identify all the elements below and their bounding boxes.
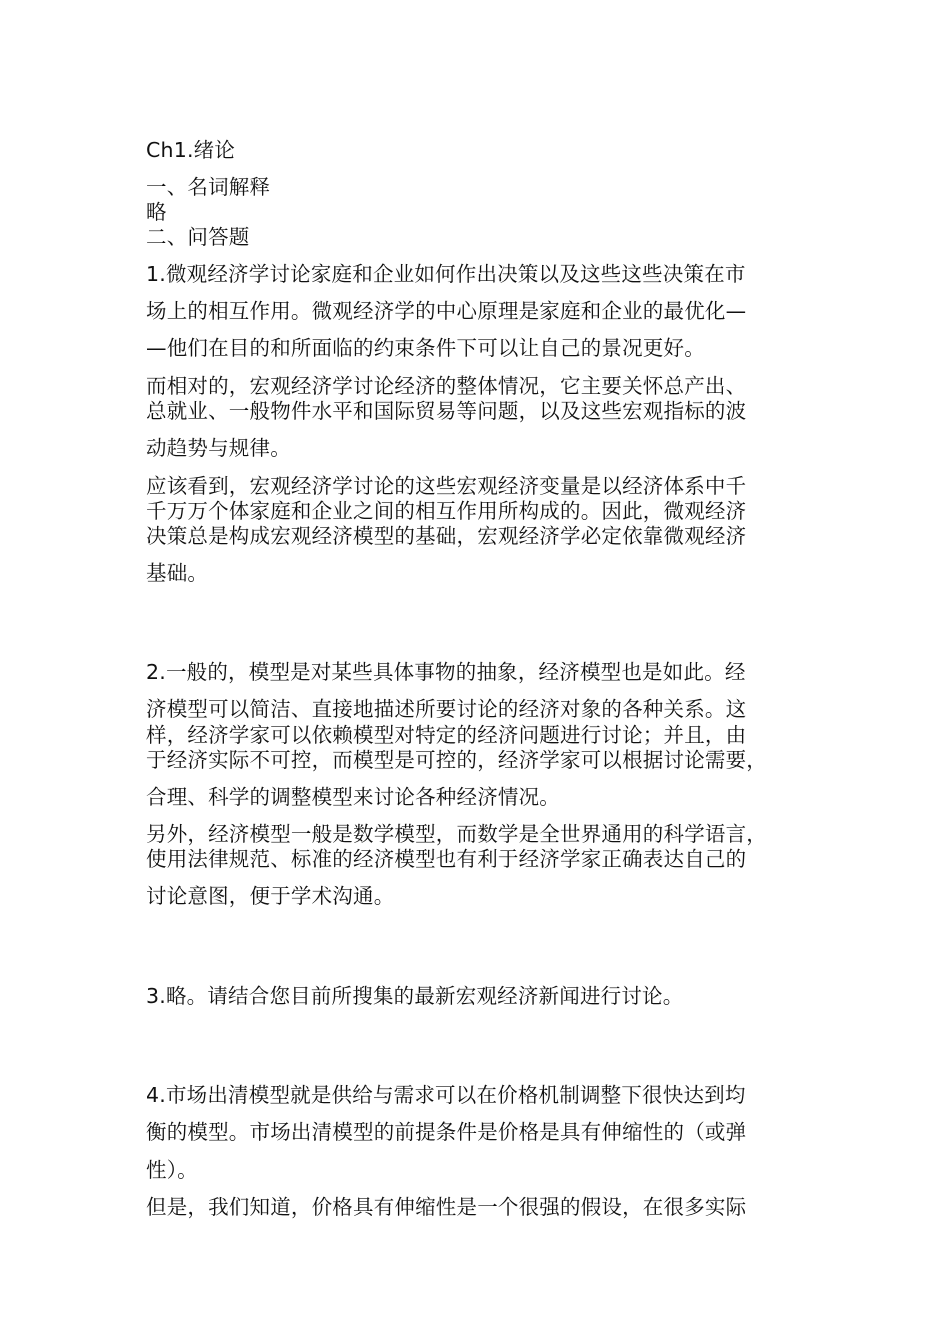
section-heading-terms: 一、名词解释 <box>146 175 271 199</box>
paragraph-line: 千万万个体家庭和企业之间的相互作用所构成的。因此，微观经济 <box>146 499 747 523</box>
section-heading-questions: 二、问答题 <box>146 225 250 249</box>
paragraph-line: 决策总是构成宏观经济模型的基础，宏观经济学必定依靠微观经济 <box>146 524 747 548</box>
paragraph-line: —他们在目的和所面临的约束条件下可以让自己的景况更好。 <box>146 336 705 360</box>
paragraph-line: 而相对的，宏观经济学讨论经济的整体情况，它主要关怀总产出、 <box>146 374 747 398</box>
section-body-terms: 略 <box>146 200 167 224</box>
paragraph-line: 济模型可以简洁、直接地描述所要讨论的经济对象的各种关系。这 <box>146 697 747 721</box>
paragraph-line: 使用法律规范、标准的经济模型也有利于经济学家正确表达自己的 <box>146 847 747 871</box>
paragraph-line: 但是，我们知道，价格具有伸缩性是一个很强的假设，在很多实际 <box>146 1195 747 1219</box>
paragraph-line: 3.略。请结合您目前所搜集的最新宏观经济新闻进行讨论。 <box>146 984 684 1008</box>
paragraph-line: 2.一般的，模型是对某些具体事物的抽象，经济模型也是如此。经 <box>146 660 746 684</box>
paragraph-line: 4.市场出清模型就是供给与需求可以在价格机制调整下很快达到均 <box>146 1083 746 1107</box>
paragraph-line: 总就业、一般物件水平和国际贸易等问题，以及这些宏观指标的波 <box>146 399 747 423</box>
chapter-title: Ch1.绪论 <box>146 138 236 162</box>
paragraph-line: 性）。 <box>146 1158 198 1182</box>
paragraph-line: 样，经济学家可以依赖模型对特定的经济问题进行讨论；并且，由 <box>146 723 747 747</box>
paragraph-line: 场上的相互作用。微观经济学的中心原理是家庭和企业的最优化— <box>146 299 747 323</box>
paragraph-line: 1.微观经济学讨论家庭和企业如何作出决策以及这些这些决策在市 <box>146 262 746 286</box>
paragraph-line: 动趋势与规律。 <box>146 436 291 460</box>
paragraph-line: 应该看到，宏观经济学讨论的这些宏观经济变量是以经济体系中千 <box>146 474 747 498</box>
paragraph-line: 另外，经济模型一般是数学模型，而数学是全世界通用的科学语言， <box>146 822 767 846</box>
paragraph-line: 基础。 <box>146 561 209 585</box>
paragraph-line: 于经济实际不可控，而模型是可控的，经济学家可以根据讨论需要， <box>146 748 767 772</box>
paragraph-line: 合理、科学的调整模型来讨论各种经济情况。 <box>146 785 560 809</box>
paragraph-line: 衡的模型。市场出清模型的前提条件是价格是具有伸缩性的（或弹 <box>146 1120 747 1144</box>
paragraph-line: 讨论意图，便于学术沟通。 <box>146 884 395 908</box>
